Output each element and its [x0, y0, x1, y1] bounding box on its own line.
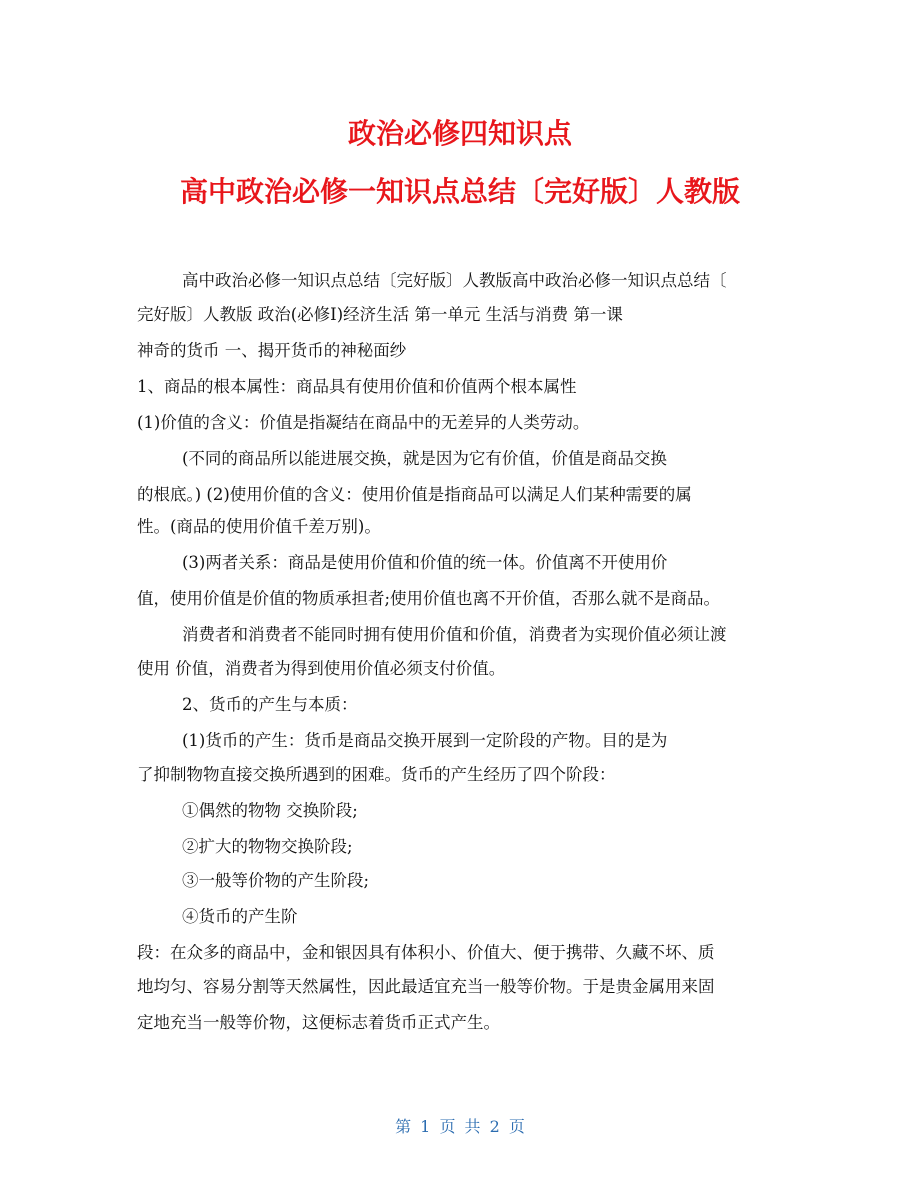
paragraph-line: 高中政治必修一知识点总结〔完好版〕人教版高中政治必修一知识点总结〔 — [182, 271, 727, 290]
paragraph-line: 值，使用价值是价值的物质承担者;使用价值也离不开价值，否那么就不是商品。 — [137, 589, 721, 608]
page-subtitle: 高中政治必修一知识点总结〔完好版〕人教版 — [179, 175, 740, 208]
list-item: ②扩大的物物交换阶段; — [182, 837, 353, 856]
paragraph-line: 2、货币的产生与本质： — [182, 695, 358, 714]
paragraph-line: 消费者和消费者不能同时拥有使用价值和价值，消费者为实现价值必须让渡 — [182, 625, 727, 644]
paragraph-line: 了抑制物物直接交换所遇到的困难。货币的产生经历了四个阶段： — [137, 765, 616, 784]
paragraph-line: 完好版〕人教版 政治(必修Ⅰ)经济生活 第一单元 生活与消费 第一课 — [137, 305, 623, 324]
paragraph-line: 性。(商品的使用价值千差万别)。 — [137, 517, 381, 536]
page-title: 政治必修四知识点 — [347, 117, 572, 150]
paragraph-line: 段：在众多的商品中，金和银因具有体积小、价值大、便于携带、久藏不坏、质 — [137, 943, 715, 962]
paragraph-line: (3)两者关系：商品是使用价值和价值的统一体。价值离不开使用价 — [182, 553, 668, 572]
paragraph-line: 1、商品的根本属性：商品具有使用价值和价值两个根本属性 — [137, 377, 577, 396]
paragraph-line: 地均匀、容易分割等天然属性，因此最适宜充当一般等价物。于是贵金属用来固 — [137, 977, 715, 996]
list-item: ④货币的产生阶 — [182, 907, 298, 926]
paragraph-line: 使用 价值，消费者为得到使用价值必须支付价值。 — [137, 659, 506, 678]
paragraph-line: (1)价值的含义：价值是指凝结在商品中的无差异的人类劳动。 — [137, 413, 590, 432]
list-item: ①偶然的物物 交换阶段; — [182, 801, 358, 820]
list-item: ③一般等价物的产生阶段; — [182, 871, 370, 890]
paragraph-line: 的根底。) (2)使用价值的含义：使用价值是指商品可以满足人们某种需要的属 — [137, 485, 692, 504]
paragraph-line: (不同的商品所以能进展交换，就是因为它有价值，价值是商品交换 — [182, 449, 667, 468]
paragraph-line: (1)货币的产生：货币是商品交换开展到一定阶段的产物。目的是为 — [182, 731, 668, 750]
page-number-footer: 第 1 页 共 2 页 — [395, 1117, 525, 1136]
paragraph-line: 定地充当一般等价物，这便标志着货币正式产生。 — [137, 1013, 500, 1032]
paragraph-line: 神奇的货币 一、揭开货币的神秘面纱 — [137, 341, 407, 360]
